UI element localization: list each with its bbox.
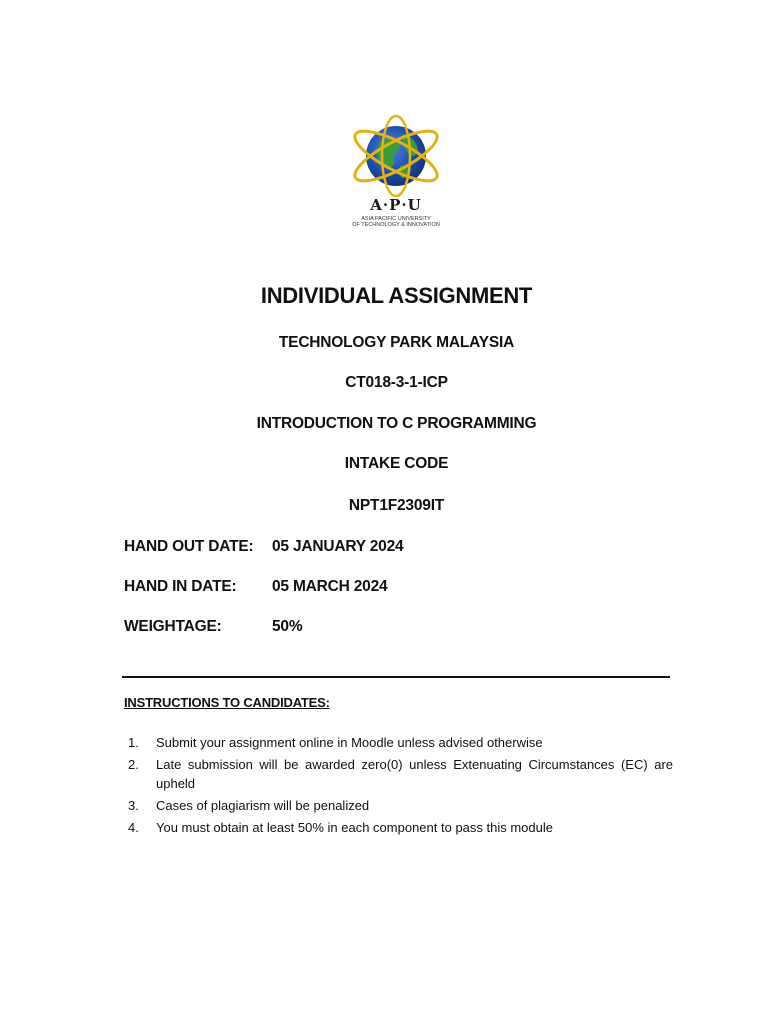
section-divider: [122, 676, 670, 678]
instructions-list: [128, 733, 673, 840]
list-item: [128, 733, 673, 752]
module-name: INTRODUCTION TO C PROGRAMMING: [256, 415, 537, 432]
list-item-text: Submit your assignment online in Moodle unless advised otherwise: [156, 735, 543, 750]
list-item-text: Cases of plagiarism will be penalized: [156, 798, 370, 813]
document-title: INDIVIDUAL ASSIGNMENT: [260, 283, 533, 308]
list-item-number: 3.: [128, 798, 139, 813]
list-item-number: 2.: [128, 757, 139, 772]
weightage-label: WEIGHTAGE:: [124, 618, 222, 635]
intake-label: INTAKE CODE: [344, 455, 449, 472]
weightage-row: [124, 618, 302, 636]
list-item: [128, 755, 673, 793]
list-item-text: Late submission will be awarded zero(0) unless Extenuating Circumstances (EC) are upheld: [156, 757, 673, 791]
hand-in-value: 05 MARCH 2024: [272, 578, 388, 595]
globe-logo-icon: [334, 112, 458, 198]
location-text: TECHNOLOGY PARK MALAYSIA: [278, 334, 515, 351]
logo-letters: A·P·U: [370, 196, 422, 214]
hand-out-value: 05 JANUARY 2024: [272, 538, 404, 555]
list-item: [128, 818, 673, 837]
hand-in-label: HAND IN DATE:: [124, 578, 237, 595]
weightage-value: 50%: [272, 618, 303, 635]
intake-code: NPT1F2309IT: [348, 497, 445, 514]
apu-logo: [334, 112, 458, 236]
hand-out-label: HAND OUT DATE:: [124, 538, 254, 555]
list-item-text: You must obtain at least 50% in each component to pass this module: [156, 820, 553, 835]
list-item-number: 4.: [128, 820, 139, 835]
list-item: [128, 796, 673, 815]
hand-out-row: [124, 538, 403, 556]
list-item-number: 1.: [128, 735, 139, 750]
instructions-heading: INSTRUCTIONS TO CANDIDATES:: [124, 695, 330, 710]
hand-in-row: [124, 578, 387, 596]
logo-tagline-2: OF TECHNOLOGY & INNOVATION: [352, 222, 440, 228]
module-code: CT018-3-1-ICP: [345, 374, 448, 391]
logo-tagline-1: ASIA PACIFIC UNIVERSITY: [361, 216, 431, 222]
